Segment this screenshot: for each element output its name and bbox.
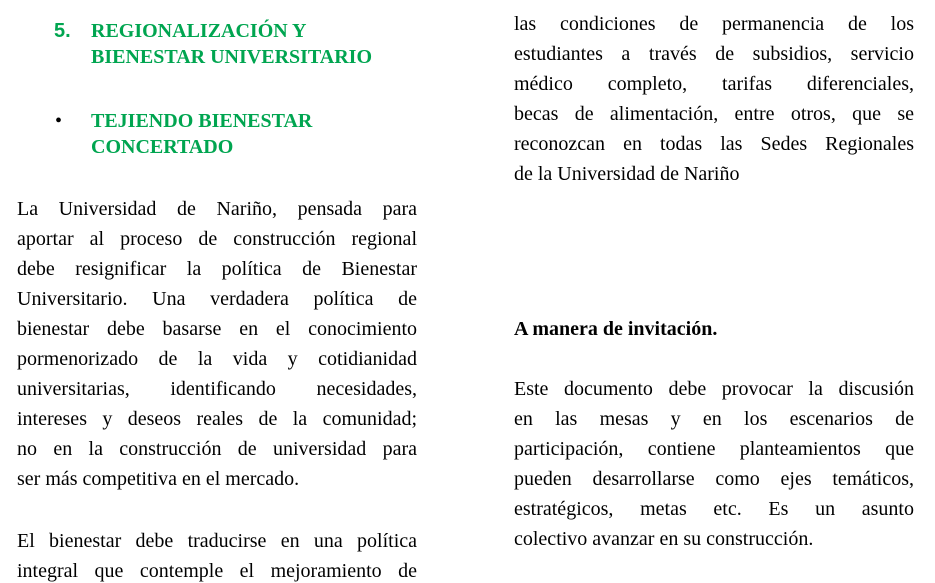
paragraph-line: estudiantes a través de subsidios, servicio bbox=[514, 43, 914, 65]
section-number: 5. bbox=[54, 20, 71, 42]
paragraph-line: pormenorizado de la vida y cotidianidad bbox=[17, 348, 417, 370]
paragraph-line: becas de alimentación, entre otros, que se bbox=[514, 103, 914, 125]
paragraph-line: estratégicos, metas etc. Es un asunto bbox=[514, 498, 914, 520]
paragraph-line: integral que contemple el mejoramiento de bbox=[17, 560, 417, 582]
paragraph-line: debe resignificar la política de Bienestar bbox=[17, 258, 417, 280]
paragraph-line: no en la construcción de universidad para bbox=[17, 438, 417, 460]
paragraph-line: las condiciones de permanencia de los bbox=[514, 13, 914, 35]
paragraph-line: en las mesas y en los escenarios de bbox=[514, 408, 914, 430]
paragraph-line: aportar al proceso de construcción regional bbox=[17, 228, 417, 250]
paragraph-line: médico completo, tarifas diferenciales, bbox=[514, 73, 914, 95]
subsection-title-line-2: CONCERTADO bbox=[91, 136, 234, 158]
paragraph-line: reconozcan en todas las Sedes Regionales bbox=[514, 133, 914, 155]
paragraph-line: participación, contiene planteamientos que bbox=[514, 438, 914, 460]
subsection-bullet: • bbox=[55, 110, 63, 132]
paragraph-line: bienestar debe basarse en el conocimiento bbox=[17, 318, 417, 340]
invitation-title: A manera de invitación. bbox=[514, 318, 718, 340]
paragraph-line: La Universidad de Nariño, pensada para bbox=[17, 198, 417, 220]
paragraph-line: Este documento debe provocar la discusión bbox=[514, 378, 914, 400]
paragraph-line: El bienestar debe traducirse en una política bbox=[17, 530, 417, 552]
paragraph-line: intereses y deseos reales de la comunidad; bbox=[17, 408, 417, 430]
paragraph-line: ser más competitiva en el mercado. bbox=[17, 468, 300, 490]
section-title-line-1: REGIONALIZACIÓN Y bbox=[91, 20, 307, 42]
section-title-line-2: BIENESTAR UNIVERSITARIO bbox=[91, 46, 372, 68]
paragraph-line: de la Universidad de Nariño bbox=[514, 163, 740, 185]
paragraph-line: pueden desarrollarse como ejes temáticos, bbox=[514, 468, 914, 490]
paragraph-line: universitarias, identificando necesidades, bbox=[17, 378, 417, 400]
paragraph-line: Universitario. Una verdadera política de bbox=[17, 288, 417, 310]
paragraph-line: colectivo avanzar en su construcción. bbox=[514, 528, 814, 550]
subsection-title-line-1: TEJIENDO BIENESTAR bbox=[91, 110, 313, 132]
